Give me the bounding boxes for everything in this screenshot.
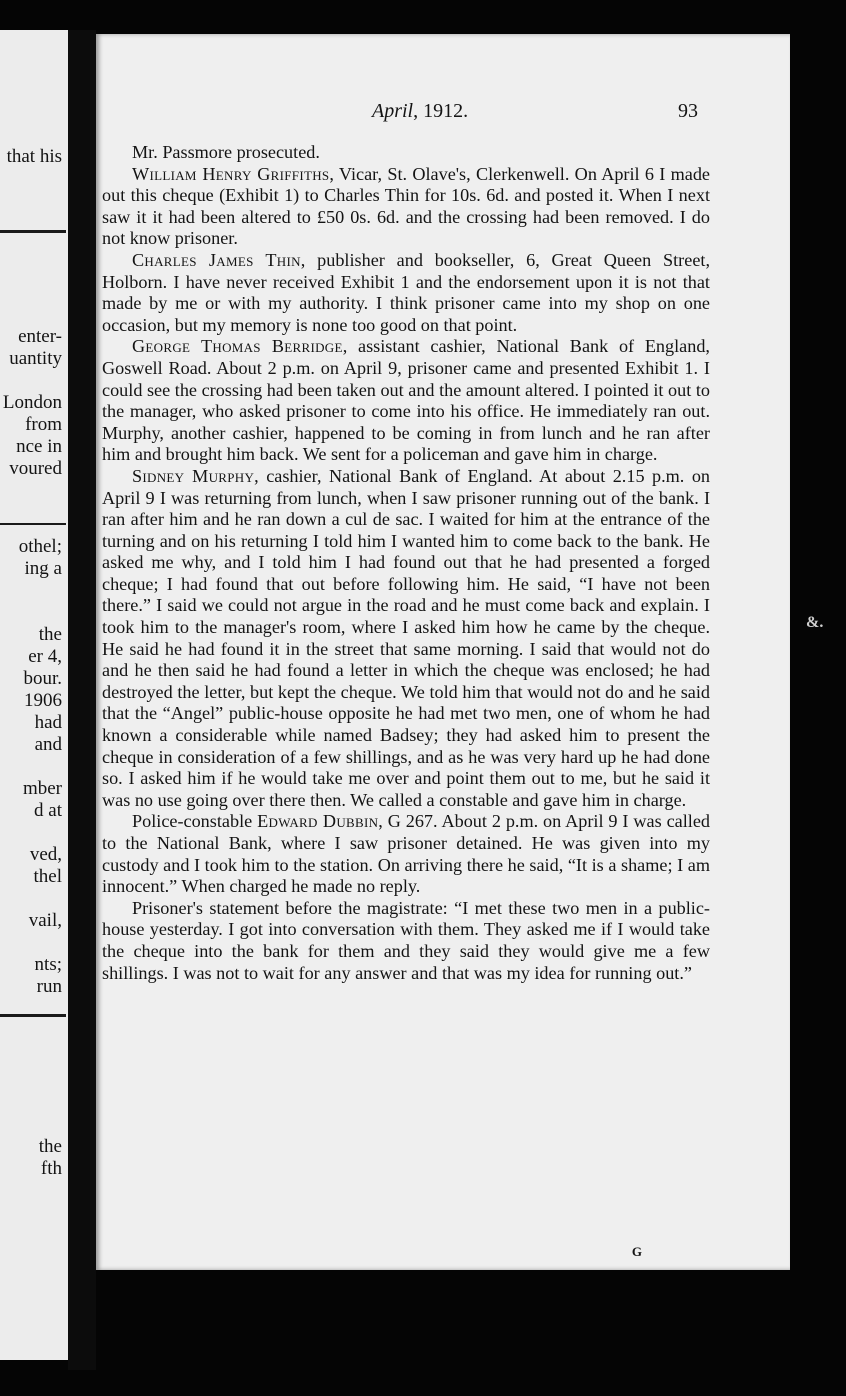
witness-name: Charles James Thin [132, 249, 301, 270]
facing-page-fragment: from [25, 414, 62, 435]
facing-page-fragment: uantity [9, 348, 62, 369]
facing-page-fragment: ved, [29, 844, 62, 865]
facing-page-fragment: voured [9, 458, 62, 479]
facing-page-fragment: the [38, 624, 62, 645]
facing-page-fragment: thel [33, 866, 62, 887]
facing-page-edge [0, 30, 68, 1360]
paragraph [102, 142, 710, 164]
paragraph-text: Mr. Passmore prosecuted. [132, 142, 320, 162]
paragraph-text: , publisher and bookseller, 6, Great Queen Street, Holborn. I have never received Exhibit 1 and the endorsement upon it is not that made by me or with my authority. I think prisoner came into my shop on one occasion, but my memory is none too good on that point. [102, 249, 710, 335]
witness-name: George Thomas Berridge [132, 336, 343, 357]
facing-page-fragment: fth [40, 1158, 62, 1179]
paragraph [102, 811, 710, 897]
paragraph-text: , Vicar, St. Olave's, Clerkenwell. On April 6 I made out this cheque (Exhibit 1) to Charles Thin for 10s. 6d. and posted it. When I next saw it it had been altered to £50 0s. 6d. and the crossing had been removed. I do not know prisoner. [102, 163, 710, 249]
facing-page-fragment: London [2, 392, 62, 413]
facing-page-fragment: mber [22, 778, 62, 799]
facing-page-rule [0, 1014, 66, 1017]
facing-page-fragment: nts; [34, 954, 62, 975]
facing-page-fragment: othel; [18, 536, 62, 557]
paragraph [102, 250, 710, 336]
facing-page-fragment: bour. [23, 668, 62, 689]
book-gutter [68, 30, 96, 1370]
facing-page-fragment: vail, [28, 910, 62, 931]
document-page [96, 34, 790, 1270]
margin-mark: &. [806, 614, 824, 631]
running-head-month: April [372, 100, 414, 122]
page-number: 93 [678, 100, 698, 122]
witness-name: Edward Dubbin [257, 811, 379, 832]
paragraph-text: Prisoner's statement before the magistrate: “I met these two men in a public-house yesterday. I got into conversation with them. They asked me if I would take the cheque into the bank for them and they said they would give me a few shillings. I was not to wait for any answer and that was my idea for running out.” [102, 897, 710, 983]
facing-page-fragment: had [34, 712, 62, 733]
signature-mark: G [631, 1244, 642, 1259]
facing-page-fragment: d at [34, 800, 62, 821]
paragraph [102, 164, 710, 250]
paragraph-text: , G 267. About 2 p.m. on April 9 I was called to the National Bank, where I saw prisoner detained. He was given into my custody and I took him to the station. On arriving there he said, “It is a shame; I am innocent.” When charged he made no reply. [102, 811, 710, 897]
running-head [372, 100, 468, 123]
witness-name: William Henry Griffiths [132, 163, 330, 184]
page-body [102, 142, 710, 984]
witness-title: Police-constable [132, 811, 258, 832]
running-head-year: , 1912. [413, 100, 469, 122]
facing-page-fragment: nce in [16, 436, 62, 457]
page-header [96, 100, 790, 126]
facing-page-fragment: and [34, 734, 62, 755]
paragraph [102, 466, 710, 812]
paragraph-text: , assistant cashier, National Bank of England, Goswell Road. About 2 p.m. on April 9, prisoner came and presented Exhibit 1. I could see the crossing had been taken out and the amount altered. I pointed it out to the manager, who asked prisoner to come into his office. He immediately ran out. Murphy, another cashier, happened to be coming in from lunch and he ran after him and brought him back. We sent for a policeman and gave him in charge. [102, 336, 710, 465]
facing-page-rule [0, 523, 66, 525]
facing-page-fragment: that his [6, 146, 62, 167]
facing-page-fragment: enter- [18, 326, 62, 347]
witness-name: Sidney Murphy [132, 465, 255, 486]
facing-page-fragment: the [38, 1136, 62, 1157]
paragraph [102, 336, 710, 466]
facing-page-fragment: 1906 [24, 690, 62, 711]
facing-page-fragment: run [36, 976, 62, 997]
paragraph-text: , cashier, National Bank of England. At about 2.15 p.m. on April 9 I was returning from lunch, when I saw prisoner running out of the bank. I ran after him and he ran down a cul de sac. I waited for him at the entrance of the turning and on his returning I told him I wanted him to come back to the bank. He asked me why, and I told him I had found out that he had presented a forged cheque; I had found that out before following him. He said, “I have not been there.” I said we could not argue in the road and he must come back and explain. I took him to the manager's room, where I asked him how he came by the cheque. He said he had found it in the street that same morning. I said that would not do and he then said he had found a letter in which the cheque was enclosed; he had destroyed the letter, but kept the cheque. We told him that would not do and he said that the “Angel” public-house opposite he had met two men, one of whom he had known a considerable while named Badsey; they had asked him to present the cheque in consideration of a few shillings, and as he was very hard up he had done so. I asked him if he would take me over and point them out to me, but he said it was no use going over there then. We called a constable and gave him in charge. [102, 465, 711, 810]
facing-page-rule [0, 230, 66, 233]
facing-page-fragment: er 4, [28, 646, 62, 667]
paragraph [102, 898, 710, 984]
facing-page-fragment: ing a [24, 558, 62, 579]
